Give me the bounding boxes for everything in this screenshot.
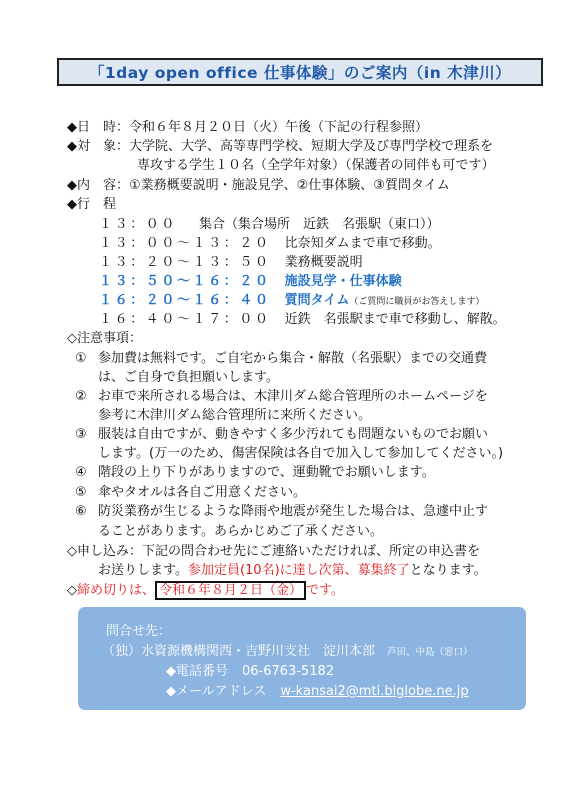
schedule-time: １３：２０～１３：５０ (99, 255, 271, 270)
note-number: ② (75, 389, 87, 404)
schedule-desc: 施設見学・仕事体験 (284, 274, 402, 289)
note-text: 傘やタオルは各自ご用意ください。 (98, 485, 307, 500)
deadline-date: 令和６年８月２日（金） (155, 581, 306, 600)
schedule-time: １６：２０～１６：４０ (99, 293, 271, 308)
note-text: 参考に木津川ダム総合管理所に来所ください。 (98, 408, 372, 423)
schedule-desc: 近鉄 名張駅まで車で移動し、解散。 (284, 312, 506, 327)
contact-email-row (166, 680, 469, 699)
deadline-label: 締め切りは、 (77, 583, 156, 598)
content-row (67, 177, 450, 194)
apply-text-continued (98, 562, 487, 579)
note-text: 階段の上り下りがありますので、運動靴でお願いします。 (98, 465, 435, 480)
target-value: 大学院、大学、高等専門学校、短期大学及び専門学校で理系を (129, 139, 494, 154)
schedule-desc: 比奈知ダムまで車で移動。 (284, 236, 441, 251)
deadline-suffix: です。 (306, 583, 344, 598)
schedule-item-highlight (99, 273, 402, 290)
schedule-item (99, 311, 506, 328)
capacity-notice: 参加定員(10名)に達し次第、募集終了 (187, 563, 410, 578)
notes-header: ◇注意事項： (67, 331, 142, 346)
note-number: ① (75, 351, 87, 366)
note-text: は、ご自身で負担願いします。 (98, 370, 279, 385)
contact-heading: 問合せ先： (106, 624, 172, 639)
target-row-continued: 専攻する学生１０名（全学年対象）（保護者の同伴も可です） (137, 158, 495, 173)
note-text: ることがあります。あらかじめご了承ください。 (98, 524, 383, 539)
date-row (67, 119, 428, 136)
email-label: ◆メールアドレス (166, 684, 267, 699)
schedule-item-highlight (99, 292, 484, 311)
note-number: ⑥ (75, 504, 87, 519)
note-number: ④ (75, 465, 87, 480)
contact-org: （独）水資源機構関西・吉野川支社 淀川本部 (102, 644, 376, 659)
contact-persons: 芦田、中島（窓口） (387, 647, 473, 658)
apply-suffix: となります。 (409, 563, 487, 578)
note-number: ③ (75, 427, 87, 442)
schedule-note: （ご質問に職員がお答えします） (349, 297, 485, 307)
target-row (67, 138, 493, 155)
note-text: します。(万一のため、傷害保険は各自で加入して参加してください。) (98, 446, 504, 461)
contact-org-row (102, 640, 473, 659)
content-label: ◆内 容： (67, 178, 129, 193)
note-text: 防災業務が生じるような降雨や地震が発生した場合は、急遽中止す (98, 504, 489, 519)
apply-prefix: お送りします。 (98, 563, 188, 578)
schedule-item (99, 235, 441, 252)
schedule-time: １３：００ (99, 217, 178, 232)
apply-text: ◇申し込み：下記の問合わせ先にご連絡いただければ、所定の申込書を (67, 544, 480, 559)
schedule-item (99, 254, 363, 271)
date-label: ◆日 時： (67, 120, 129, 135)
note-text: お車で来所される場合は、木津川ダム総合管理所のホームページを (98, 389, 488, 404)
deadline-prefix: ◇ (67, 583, 77, 598)
schedule-desc: 集合（集合場所 近鉄 名張駅（東口）） (199, 217, 440, 232)
email-link[interactable]: w-kansai2@mti.biglobe.ne.jp (280, 684, 469, 699)
deadline-row (67, 582, 344, 599)
schedule-label: ◆行 程 (67, 197, 116, 212)
schedule-desc: 業務概要説明 (284, 255, 363, 270)
schedule-time: １３：５０～１６：２０ (99, 274, 271, 289)
schedule-item (99, 216, 440, 233)
schedule-time: １３：００～１３：２０ (99, 236, 271, 251)
phone-label: ◆電話番号 (166, 664, 228, 679)
schedule-time: １６：４０～１７：００ (99, 312, 271, 327)
note-text: 服装は自由ですが、動きやすく多少汚れても問題ないものでお願い (98, 427, 489, 442)
page-title: 「1day open office 仕事体験」のご案内（in 木津川） (57, 58, 543, 86)
target-label: ◆対 象： (67, 139, 129, 154)
contact-box (78, 607, 526, 710)
note-text: 参加費は無料です。ご自宅から集合・解散（名張駅）までの交通費 (98, 351, 487, 366)
note-number: ⑤ (75, 485, 87, 500)
phone-number: 06-6763-5182 (242, 664, 335, 679)
contact-phone-row (166, 660, 334, 679)
content-value: ①業務概要説明・施設見学、②仕事体験、③質問タイム (129, 178, 450, 193)
date-value: 令和６年８月２０日（火）午後（下記の行程参照） (129, 120, 429, 135)
schedule-desc: 質問タイム (284, 293, 350, 308)
